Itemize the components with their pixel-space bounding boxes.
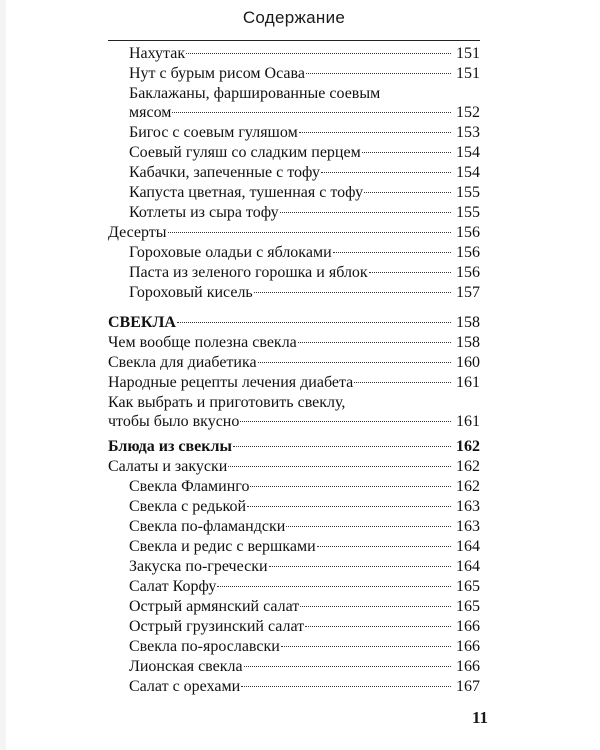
dot-leader	[369, 272, 451, 273]
toc-entry-page: 164	[456, 558, 480, 575]
toc-entry-page: 162	[456, 438, 480, 455]
toc-entry-title: Свекла для диабетика	[108, 354, 257, 371]
toc-entry-page: 152	[456, 104, 480, 121]
toc-entry-title: Паста из зеленого горошка и яблок	[129, 264, 368, 281]
toc-entry-title: Баклажаны, фаршированные соевым	[129, 85, 381, 102]
dot-leader	[354, 382, 451, 383]
toc-entry[interactable]	[108, 353, 480, 373]
toc-entry-title: Гороховые оладьи с яблоками	[129, 244, 332, 261]
toc-entry[interactable]	[108, 283, 480, 303]
toc-entry-page: 154	[456, 144, 480, 161]
toc-entry[interactable]	[108, 64, 480, 84]
dot-leader	[300, 606, 451, 607]
toc-entry-title-continued: чтобы было вкусно	[108, 413, 240, 430]
toc-entry[interactable]	[108, 44, 480, 64]
toc-entry-title: Нут с бурым рисом Осава	[129, 65, 305, 82]
dot-leader	[321, 172, 451, 173]
toc-entry-title: Салат с орехами	[129, 678, 241, 695]
toc-entry-page: 153	[456, 124, 480, 141]
toc-entry[interactable]	[108, 517, 480, 537]
toc-entry-title: Свекла по-ярославски	[129, 638, 280, 655]
toc-entry-title: Котлеты из сыра тофу	[129, 204, 279, 221]
toc-entry-page: 156	[456, 264, 480, 281]
toc-entry-title: Чем вообще полезна свекла	[108, 334, 297, 351]
toc-entry[interactable]	[108, 537, 480, 557]
dot-leader	[186, 53, 451, 54]
dot-leader	[269, 566, 451, 567]
toc-entry[interactable]	[108, 263, 480, 283]
toc-entry-page: 161	[456, 374, 480, 391]
toc-entry[interactable]	[108, 557, 480, 577]
dot-leader	[258, 362, 451, 363]
toc-entry-page: 158	[456, 314, 480, 331]
toc-section-heading[interactable]	[108, 313, 480, 333]
toc-entry-page: 155	[456, 204, 480, 221]
toc-entry-page: 156	[456, 244, 480, 261]
toc-entry[interactable]	[108, 497, 480, 517]
dot-leader	[247, 506, 451, 507]
toc-entry-title: Десерты	[108, 224, 167, 241]
dot-leader	[233, 446, 451, 447]
toc-entry-page: 155	[456, 184, 480, 201]
toc-entry-wrapped-line[interactable]	[108, 84, 480, 103]
dot-leader	[177, 322, 451, 323]
dot-leader	[172, 112, 451, 113]
toc-entry-page: 160	[456, 354, 480, 371]
toc-entry-title: Кабачки, запеченные с тофу	[129, 164, 320, 181]
toc-entry[interactable]	[108, 577, 480, 597]
dot-leader	[333, 252, 451, 253]
toc-entry-page: 167	[456, 678, 480, 695]
dot-leader	[286, 526, 451, 527]
toc-entry[interactable]	[108, 103, 480, 123]
toc-entry-title: Бигос с соевым гуляшом	[129, 124, 298, 141]
toc-entry-page: 158	[456, 334, 480, 351]
toc-section-title: СВЕКЛА	[108, 314, 176, 331]
toc-entry-title-continued: мясом	[129, 104, 172, 121]
toc-entry[interactable]	[108, 597, 480, 617]
toc-entry-page: 163	[456, 498, 480, 515]
dot-leader	[250, 486, 451, 487]
toc-entry-page: 156	[456, 224, 480, 241]
toc-entry[interactable]	[108, 333, 480, 353]
toc-subsection-dishes[interactable]	[108, 437, 480, 457]
toc-entry-page: 162	[456, 458, 480, 475]
toc-entry-title: Салат Корфу	[129, 578, 217, 595]
dot-leader	[305, 626, 451, 627]
dot-leader	[168, 232, 451, 233]
toc-entry-title: Как выбрать и приготовить свеклу,	[108, 394, 346, 411]
dot-leader	[244, 666, 451, 667]
dot-leader	[241, 686, 451, 687]
toc-entry-page: 163	[456, 518, 480, 535]
toc-entry[interactable]	[108, 477, 480, 497]
toc-entry[interactable]	[108, 373, 480, 393]
toc-entry-title: Салаты и закуски	[108, 458, 228, 475]
header-rule	[108, 40, 480, 41]
toc-entry-title: Острый грузинский салат	[129, 618, 305, 635]
toc-entry[interactable]	[108, 203, 480, 223]
toc-entry-title: Нахутак	[129, 45, 186, 62]
toc-entry-page: 154	[456, 164, 480, 181]
toc-entry[interactable]	[108, 243, 480, 263]
toc-entry-page: 165	[456, 578, 480, 595]
toc-entry-page: 151	[456, 45, 480, 62]
toc-entry-page: 166	[456, 658, 480, 675]
toc-entry-page: 166	[456, 638, 480, 655]
page-number: 11	[471, 708, 488, 727]
toc-entry-title: Свекла и редис с вершками	[129, 538, 316, 555]
dot-leader	[217, 586, 451, 587]
toc-entry-title: Соевый гуляш со сладким перцем	[129, 144, 361, 161]
toc-entry-title: Свекла по-фламандски	[129, 518, 286, 535]
toc-entry[interactable]	[108, 143, 480, 163]
toc-entry-page: 162	[456, 478, 480, 495]
dot-leader	[228, 466, 451, 467]
dot-leader	[364, 192, 451, 193]
toc-entry-title: Блюда из свеклы	[108, 438, 232, 455]
toc-entry[interactable]	[108, 617, 480, 637]
dot-leader	[254, 292, 451, 293]
toc-entry[interactable]	[108, 637, 480, 657]
toc-entry[interactable]	[108, 163, 480, 183]
section-gap	[108, 303, 480, 313]
dot-leader	[280, 212, 451, 213]
toc-entry-page: 166	[456, 618, 480, 635]
dot-leader	[299, 132, 451, 133]
toc-entry-title: Свекла с редькой	[129, 498, 247, 515]
dot-leader	[306, 73, 451, 74]
toc-entry[interactable]	[108, 123, 480, 143]
toc-entry-title: Закуска по-гречески	[129, 558, 268, 575]
dot-leader	[362, 152, 451, 153]
toc-entry-page: 164	[456, 538, 480, 555]
toc-entry-page: 161	[456, 413, 480, 430]
page-edge	[0, 0, 6, 750]
toc-entry[interactable]	[108, 657, 480, 677]
table-of-contents	[108, 44, 480, 697]
toc-subsection-salads[interactable]	[108, 457, 480, 477]
dot-leader	[317, 546, 451, 547]
toc-entry-wrapped-line[interactable]	[108, 393, 480, 412]
toc-entry-title: Гороховый кисель	[129, 284, 253, 301]
toc-entry[interactable]	[108, 183, 480, 203]
running-header: Содержание	[242, 8, 346, 27]
toc-entry-page: 157	[456, 284, 480, 301]
toc-subsection-desserts[interactable]	[108, 223, 480, 243]
toc-entry-title: Острый армянский салат	[129, 598, 300, 615]
toc-entry-title: Лионская свекла	[129, 658, 243, 675]
dot-leader	[240, 421, 451, 422]
toc-entry[interactable]	[108, 677, 480, 697]
toc-entry-title: Народные рецепты лечения диабета	[108, 374, 354, 391]
dot-leader	[298, 342, 451, 343]
toc-entry[interactable]	[108, 412, 480, 432]
toc-entry-page: 151	[456, 65, 480, 82]
toc-entry-title: Свекла Фламинго	[129, 478, 250, 495]
toc-entry-title: Капуста цветная, тушенная с тофу	[129, 184, 364, 201]
toc-entry-page: 165	[456, 598, 480, 615]
dot-leader	[281, 646, 451, 647]
